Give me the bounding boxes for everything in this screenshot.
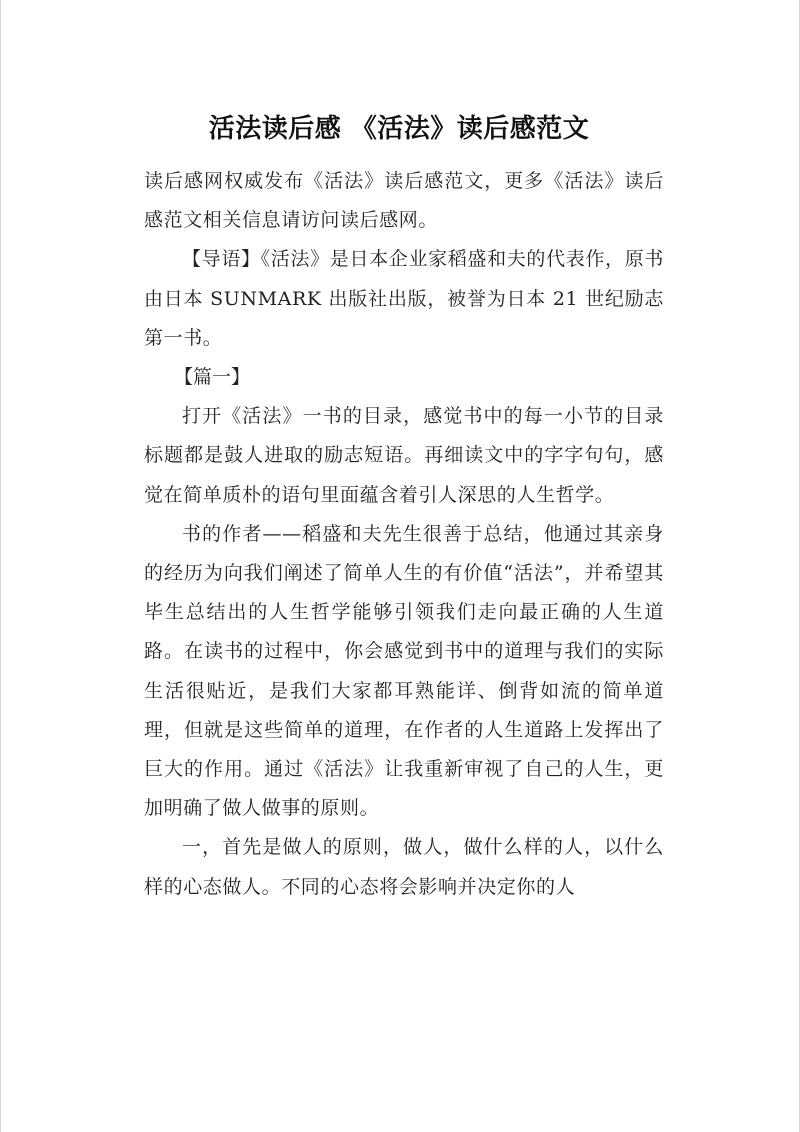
guide-paragraph: 【导语】《活法》是日本企业家稻盛和夫的代表作，原书由日本 SUNMARK 出版社出版，被誉为日本 21 世纪励志第一书。 [144,248,664,349]
document-title: 活法读后感 《活法》读后感范文 [208,114,590,144]
body-paragraph-2: 书的作者——稻盛和夫先生很善于总结，他通过其亲身的经历为向我们阐述了简单人生的有价值“活法”，并希望其毕生总结出的人生哲学能够引领我们走向最正确的人生道路。在读书的过程中，你会感觉到书中的道理与我们的实际生活很贴近，是我们大家都耳熟能详、倒背如流的简单道理，但就是这些简单的道理，在作者的人生道路上发挥出了巨大的作用。通过《活法》让我重新审视了自己的人生，更加明确了做人做事的原则。 [144,522,664,820]
document-body [144,108,664,907]
body-paragraph-3: 一，首先是做人的原则，做人，做什么样的人，以什么样的心态做人。不同的心态将会影响并决定你的人 [144,836,664,898]
section-heading: 【篇一】 [174,366,251,389]
body-paragraph-1: 打开《活法》一书的目录，感觉书中的每一小节的目录标题都是鼓人进取的励志短语。再细读文中的字字句句，感觉在简单质朴的语句里面蕴含着引人深思的人生哲学。 [144,405,664,506]
intro-paragraph: 读后感网权威发布《活法》读后感范文，更多《活法》读后感范文相关信息请访问读后感网。 [144,170,664,232]
